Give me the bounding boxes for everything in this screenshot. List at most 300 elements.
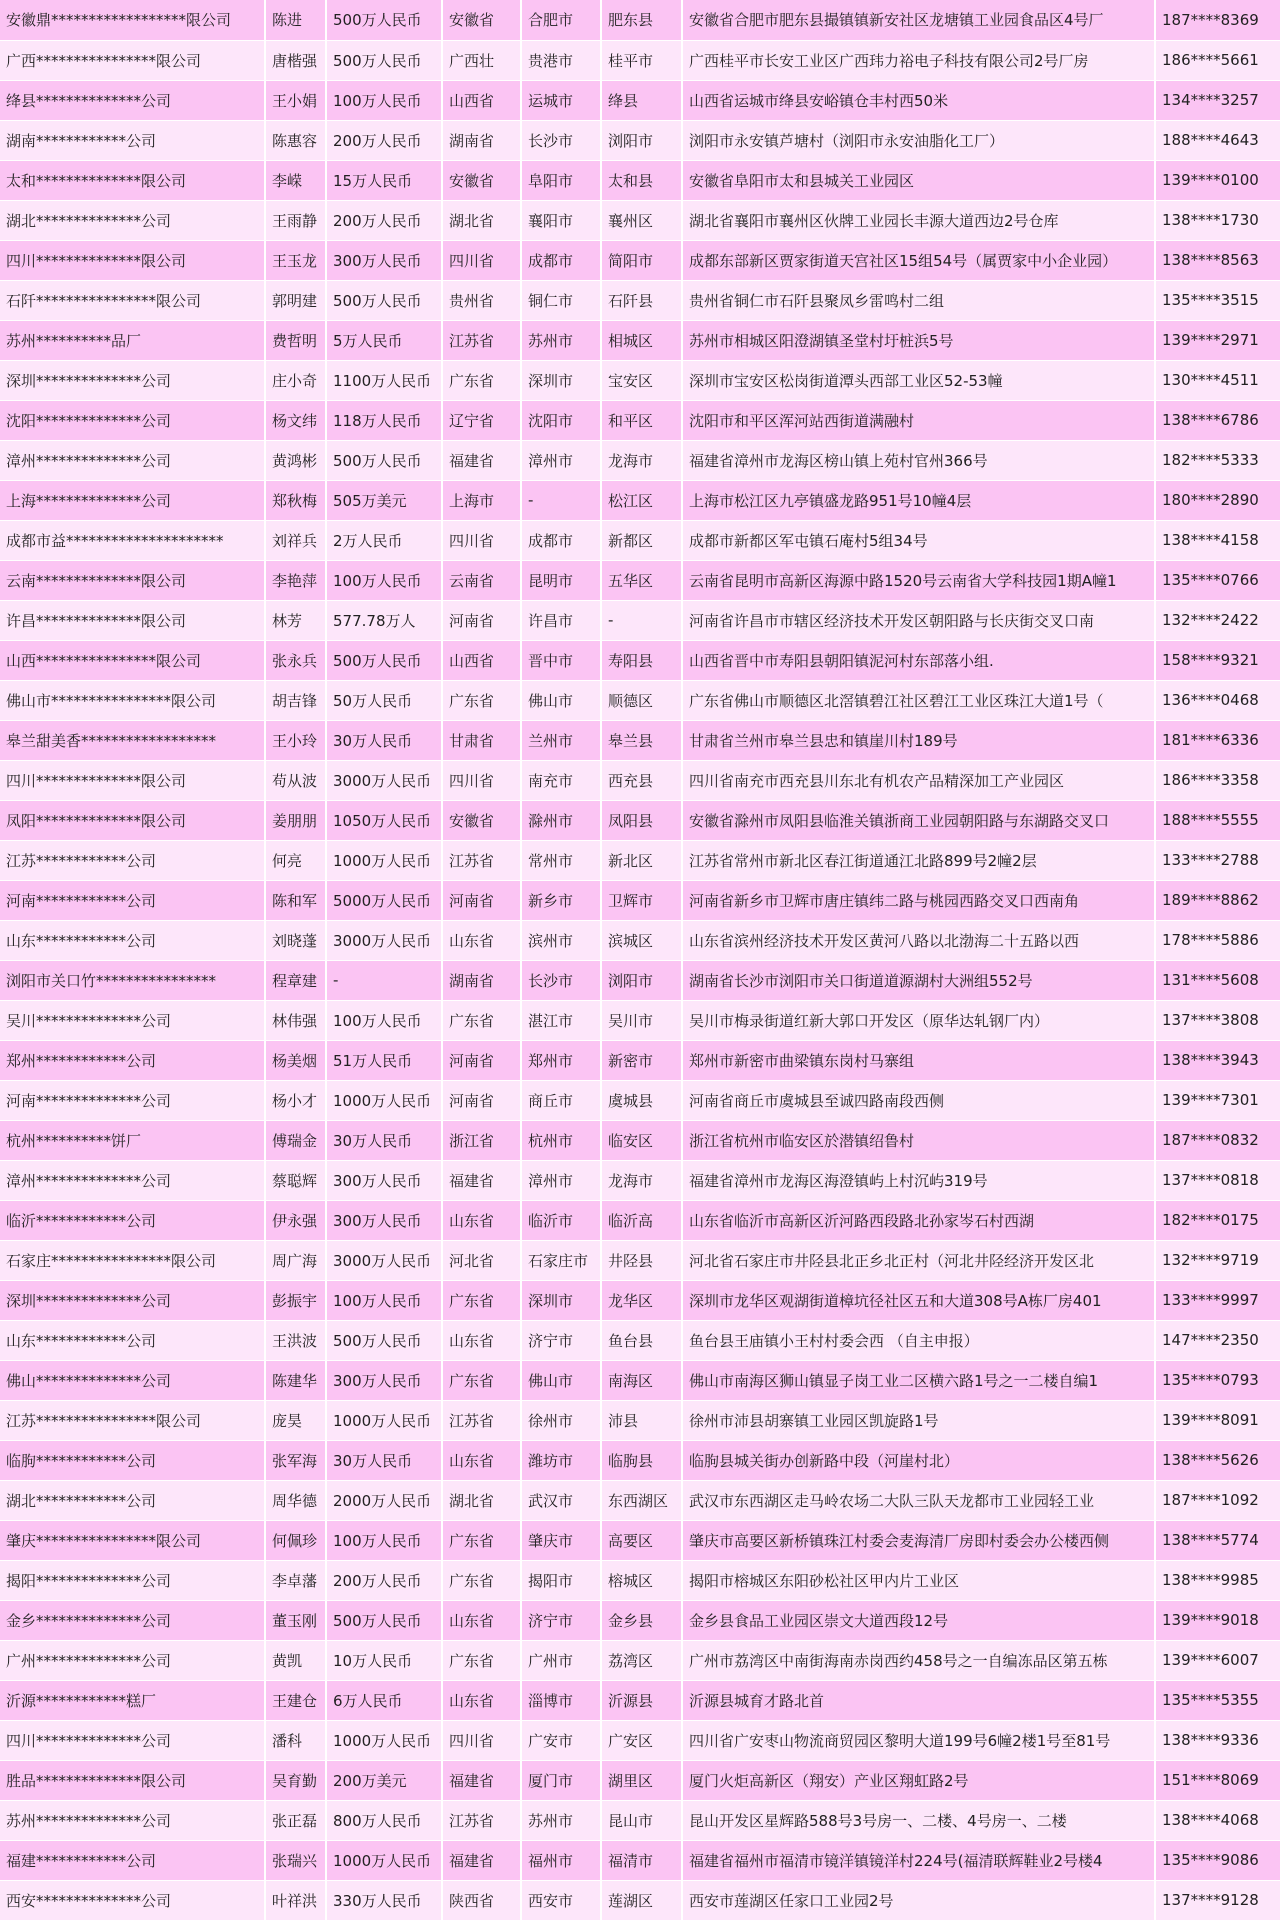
capital-cell: 500万人民币 bbox=[326, 440, 442, 480]
city-cell: 成都市 bbox=[521, 520, 601, 560]
city-cell: 苏州市 bbox=[521, 1800, 601, 1840]
phone-cell: 139****9018 bbox=[1155, 1600, 1280, 1640]
capital-cell: 500万人民币 bbox=[326, 1320, 442, 1360]
district-cell: 井陉县 bbox=[601, 1240, 682, 1280]
table-row bbox=[0, 1760, 1280, 1800]
city-cell: 许昌市 bbox=[521, 600, 601, 640]
province-cell: 四川省 bbox=[442, 1720, 521, 1760]
capital-cell: 5000万人民币 bbox=[326, 880, 442, 920]
company-name-cell: 四川**************公司 bbox=[0, 1720, 265, 1760]
province-cell: 福建省 bbox=[442, 1160, 521, 1200]
table-row bbox=[0, 1840, 1280, 1880]
company-name-cell: 西安**************公司 bbox=[0, 1880, 265, 1920]
province-cell: 安徽省 bbox=[442, 160, 521, 200]
capital-cell: 118万人民币 bbox=[326, 400, 442, 440]
company-name-cell: 江苏****************限公司 bbox=[0, 1400, 265, 1440]
district-cell: 滨城区 bbox=[601, 920, 682, 960]
phone-cell: 137****9128 bbox=[1155, 1880, 1280, 1920]
contact-cell: 张军海 bbox=[265, 1440, 326, 1480]
district-cell: 广安区 bbox=[601, 1720, 682, 1760]
table-row bbox=[0, 1640, 1280, 1680]
province-cell: 山东省 bbox=[442, 1680, 521, 1720]
address-cell: 上海市松江区九亭镇盛龙路951号10幢4层 bbox=[682, 480, 1155, 520]
city-cell: 深圳市 bbox=[521, 360, 601, 400]
company-name-cell: 河南************公司 bbox=[0, 880, 265, 920]
province-cell: 福建省 bbox=[442, 1760, 521, 1800]
capital-cell: 1000万人民币 bbox=[326, 1720, 442, 1760]
district-cell: 昆山市 bbox=[601, 1800, 682, 1840]
table-row bbox=[0, 160, 1280, 200]
phone-cell: 138****5774 bbox=[1155, 1520, 1280, 1560]
address-cell: 成都东部新区贾家街道天宫社区15组54号（属贾家中小企业园） bbox=[682, 240, 1155, 280]
address-cell: 甘肃省兰州市皋兰县忠和镇崖川村189号 bbox=[682, 720, 1155, 760]
capital-cell: 1000万人民币 bbox=[326, 1080, 442, 1120]
address-cell: 云南省昆明市高新区海源中路1520号云南省大学科技园1期A幢1 bbox=[682, 560, 1155, 600]
address-cell: 福建省福州市福清市镜洋镇镜洋村224号(福清联辉鞋业2号楼4 bbox=[682, 1840, 1155, 1880]
contact-cell: 何亮 bbox=[265, 840, 326, 880]
province-cell: 甘肃省 bbox=[442, 720, 521, 760]
district-cell: 沂源县 bbox=[601, 1680, 682, 1720]
contact-cell: 王玉龙 bbox=[265, 240, 326, 280]
province-cell: 福建省 bbox=[442, 440, 521, 480]
company-name-cell: 沈阳**************公司 bbox=[0, 400, 265, 440]
company-name-cell: 福建************公司 bbox=[0, 1840, 265, 1880]
phone-cell: 138****4158 bbox=[1155, 520, 1280, 560]
district-cell: 南海区 bbox=[601, 1360, 682, 1400]
contact-cell: 张永兵 bbox=[265, 640, 326, 680]
address-cell: 徐州市沛县胡寨镇工业园区凯旋路1号 bbox=[682, 1400, 1155, 1440]
phone-cell: 139****0100 bbox=[1155, 160, 1280, 200]
company-name-cell: 郑州************公司 bbox=[0, 1040, 265, 1080]
contact-cell: 张瑞兴 bbox=[265, 1840, 326, 1880]
table-row bbox=[0, 1880, 1280, 1920]
district-cell: 松江区 bbox=[601, 480, 682, 520]
capital-cell: 100万人民币 bbox=[326, 1280, 442, 1320]
phone-cell: 138****1730 bbox=[1155, 200, 1280, 240]
company-name-cell: 四川**************限公司 bbox=[0, 760, 265, 800]
address-cell: 广州市荔湾区中南街海南赤岗西约458号之一自编冻品区第五栋 bbox=[682, 1640, 1155, 1680]
province-cell: 四川省 bbox=[442, 240, 521, 280]
district-cell: 浏阳市 bbox=[601, 120, 682, 160]
company-name-cell: 石家庄****************限公司 bbox=[0, 1240, 265, 1280]
company-name-cell: 山西****************限公司 bbox=[0, 640, 265, 680]
district-cell: 五华区 bbox=[601, 560, 682, 600]
capital-cell: 200万人民币 bbox=[326, 200, 442, 240]
contact-cell: 杨文纬 bbox=[265, 400, 326, 440]
city-cell: 徐州市 bbox=[521, 1400, 601, 1440]
province-cell: 云南省 bbox=[442, 560, 521, 600]
district-cell: 石阡县 bbox=[601, 280, 682, 320]
city-cell: 长沙市 bbox=[521, 960, 601, 1000]
province-cell: 江苏省 bbox=[442, 1400, 521, 1440]
city-cell: 淄博市 bbox=[521, 1680, 601, 1720]
company-name-cell: 石阡****************限公司 bbox=[0, 280, 265, 320]
company-name-cell: 苏州**********品厂 bbox=[0, 320, 265, 360]
capital-cell: 30万人民币 bbox=[326, 1440, 442, 1480]
table-row bbox=[0, 520, 1280, 560]
table-row bbox=[0, 1120, 1280, 1160]
table-row bbox=[0, 800, 1280, 840]
address-cell: 安徽省滁州市凤阳县临淮关镇浙商工业园朝阳路与东湖路交叉口 bbox=[682, 800, 1155, 840]
contact-cell: 费哲明 bbox=[265, 320, 326, 360]
contact-cell: 杨小才 bbox=[265, 1080, 326, 1120]
city-cell: 阜阳市 bbox=[521, 160, 601, 200]
capital-cell: 6万人民币 bbox=[326, 1680, 442, 1720]
address-cell: 河南省新乡市卫辉市唐庄镇纬二路与桃园西路交叉口西南角 bbox=[682, 880, 1155, 920]
address-cell: 吴川市梅录街道红新大郭口开发区（原华达轧钢厂内） bbox=[682, 1000, 1155, 1040]
province-cell: 山东省 bbox=[442, 1440, 521, 1480]
capital-cell: 10万人民币 bbox=[326, 1640, 442, 1680]
company-name-cell: 太和**************限公司 bbox=[0, 160, 265, 200]
phone-cell: 139****8091 bbox=[1155, 1400, 1280, 1440]
address-cell: 厦门火炬高新区（翔安）产业区翔虹路2号 bbox=[682, 1760, 1155, 1800]
phone-cell: 187****1092 bbox=[1155, 1480, 1280, 1520]
table-row bbox=[0, 440, 1280, 480]
province-cell: 四川省 bbox=[442, 760, 521, 800]
contact-cell: 姜朋朋 bbox=[265, 800, 326, 840]
province-cell: 广东省 bbox=[442, 360, 521, 400]
city-cell: 揭阳市 bbox=[521, 1560, 601, 1600]
city-cell: 昆明市 bbox=[521, 560, 601, 600]
company-name-cell: 临沂************公司 bbox=[0, 1200, 265, 1240]
capital-cell: 300万人民币 bbox=[326, 1360, 442, 1400]
table-row bbox=[0, 960, 1280, 1000]
table-row bbox=[0, 0, 1280, 40]
company-name-cell: 肇庆****************限公司 bbox=[0, 1520, 265, 1560]
contact-cell: 杨美烟 bbox=[265, 1040, 326, 1080]
capital-cell: 800万人民币 bbox=[326, 1800, 442, 1840]
city-cell: 运城市 bbox=[521, 80, 601, 120]
province-cell: 广东省 bbox=[442, 1360, 521, 1400]
phone-cell: 138****4068 bbox=[1155, 1800, 1280, 1840]
capital-cell: 15万人民币 bbox=[326, 160, 442, 200]
city-cell: 广州市 bbox=[521, 1640, 601, 1680]
district-cell: 荔湾区 bbox=[601, 1640, 682, 1680]
table-row bbox=[0, 1200, 1280, 1240]
province-cell: 河南省 bbox=[442, 1080, 521, 1120]
province-cell: 贵州省 bbox=[442, 280, 521, 320]
table-row bbox=[0, 760, 1280, 800]
province-cell: 上海市 bbox=[442, 480, 521, 520]
phone-cell: 186****5661 bbox=[1155, 40, 1280, 80]
capital-cell: 1100万人民币 bbox=[326, 360, 442, 400]
address-cell: 河南省商丘市虞城县至诚四路南段西侧 bbox=[682, 1080, 1155, 1120]
table-row bbox=[0, 1440, 1280, 1480]
city-cell: 深圳市 bbox=[521, 1280, 601, 1320]
address-cell: 福建省漳州市龙海区海澄镇屿上村沉屿319号 bbox=[682, 1160, 1155, 1200]
district-cell: 新都区 bbox=[601, 520, 682, 560]
address-cell: 西安市莲湖区任家口工业园2号 bbox=[682, 1880, 1155, 1920]
address-cell: 广西桂平市长安工业区广西玮力裕电子科技有限公司2号厂房 bbox=[682, 40, 1155, 80]
table-row bbox=[0, 1160, 1280, 1200]
table-row bbox=[0, 1280, 1280, 1320]
address-cell: 河南省许昌市市辖区经济技术开发区朝阳路与长庆街交叉口南 bbox=[682, 600, 1155, 640]
company-name-cell: 苏州**************公司 bbox=[0, 1800, 265, 1840]
phone-cell: 130****4511 bbox=[1155, 360, 1280, 400]
phone-cell: 182****0175 bbox=[1155, 1200, 1280, 1240]
phone-cell: 136****0468 bbox=[1155, 680, 1280, 720]
address-cell: 深圳市龙华区观湖街道樟坑径社区五和大道308号A栋厂房401 bbox=[682, 1280, 1155, 1320]
contact-cell: 胡吉锋 bbox=[265, 680, 326, 720]
district-cell: 西充县 bbox=[601, 760, 682, 800]
province-cell: 河南省 bbox=[442, 1040, 521, 1080]
phone-cell: 180****2890 bbox=[1155, 480, 1280, 520]
district-cell: 临沂高 bbox=[601, 1200, 682, 1240]
capital-cell: 200万美元 bbox=[326, 1760, 442, 1800]
address-cell: 成都市新都区军屯镇石庵村5组34号 bbox=[682, 520, 1155, 560]
district-cell: 浏阳市 bbox=[601, 960, 682, 1000]
capital-cell: 1000万人民币 bbox=[326, 1840, 442, 1880]
table-row bbox=[0, 80, 1280, 120]
address-cell: 河北省石家庄市井陉县北正乡北正村（河北井陉经济开发区北 bbox=[682, 1240, 1155, 1280]
company-name-cell: 湖南************公司 bbox=[0, 120, 265, 160]
district-cell: 新密市 bbox=[601, 1040, 682, 1080]
district-cell: 龙海市 bbox=[601, 1160, 682, 1200]
contact-cell: 何佩珍 bbox=[265, 1520, 326, 1560]
company-name-cell: 沂源************糕厂 bbox=[0, 1680, 265, 1720]
company-name-cell: 湖北************公司 bbox=[0, 1480, 265, 1520]
contact-cell: 刘晓蓬 bbox=[265, 920, 326, 960]
company-name-cell: 浏阳市关口竹**************** bbox=[0, 960, 265, 1000]
capital-cell: 500万人民币 bbox=[326, 0, 442, 40]
address-cell: 湖南省长沙市浏阳市关口街道道源湖村大洲组552号 bbox=[682, 960, 1155, 1000]
table-row bbox=[0, 1320, 1280, 1360]
phone-cell: 135****0766 bbox=[1155, 560, 1280, 600]
address-cell: 苏州市相城区阳澄湖镇圣堂村圩桩浜5号 bbox=[682, 320, 1155, 360]
address-cell: 揭阳市榕城区东阳砂松社区甲内片工业区 bbox=[682, 1560, 1155, 1600]
address-cell: 金乡县食品工业园区崇文大道西段12号 bbox=[682, 1600, 1155, 1640]
city-cell: 杭州市 bbox=[521, 1120, 601, 1160]
address-cell: 广东省佛山市顺德区北滘镇碧江社区碧江工业区珠江大道1号（ bbox=[682, 680, 1155, 720]
city-cell: 佛山市 bbox=[521, 1360, 601, 1400]
province-cell: 湖南省 bbox=[442, 960, 521, 1000]
city-cell: 南充市 bbox=[521, 760, 601, 800]
province-cell: 河北省 bbox=[442, 1240, 521, 1280]
capital-cell: 300万人民币 bbox=[326, 1160, 442, 1200]
district-cell: 榕城区 bbox=[601, 1560, 682, 1600]
city-cell: 福州市 bbox=[521, 1840, 601, 1880]
phone-cell: 138****8563 bbox=[1155, 240, 1280, 280]
company-name-cell: 广州**************公司 bbox=[0, 1640, 265, 1680]
company-name-cell: 江苏************公司 bbox=[0, 840, 265, 880]
capital-cell: 500万人民币 bbox=[326, 280, 442, 320]
contact-cell: 王建仓 bbox=[265, 1680, 326, 1720]
table-row bbox=[0, 840, 1280, 880]
company-name-cell: 金乡**************公司 bbox=[0, 1600, 265, 1640]
district-cell: 沛县 bbox=[601, 1400, 682, 1440]
capital-cell: 2万人民币 bbox=[326, 520, 442, 560]
capital-cell: 500万人民币 bbox=[326, 40, 442, 80]
city-cell: 合肥市 bbox=[521, 0, 601, 40]
table-row bbox=[0, 280, 1280, 320]
phone-cell: 188****5555 bbox=[1155, 800, 1280, 840]
district-cell: 相城区 bbox=[601, 320, 682, 360]
province-cell: 安徽省 bbox=[442, 800, 521, 840]
company-name-cell: 云南**************限公司 bbox=[0, 560, 265, 600]
district-cell: 虞城县 bbox=[601, 1080, 682, 1120]
table-row bbox=[0, 880, 1280, 920]
contact-cell: 苟从波 bbox=[265, 760, 326, 800]
capital-cell: 300万人民币 bbox=[326, 240, 442, 280]
contact-cell: 陈建华 bbox=[265, 1360, 326, 1400]
contact-cell: 陈进 bbox=[265, 0, 326, 40]
company-name-cell: 临朐************公司 bbox=[0, 1440, 265, 1480]
phone-cell: 135****3515 bbox=[1155, 280, 1280, 320]
city-cell: - bbox=[521, 480, 601, 520]
capital-cell: 500万人民币 bbox=[326, 1600, 442, 1640]
capital-cell: - bbox=[326, 960, 442, 1000]
city-cell: 铜仁市 bbox=[521, 280, 601, 320]
district-cell: 龙华区 bbox=[601, 1280, 682, 1320]
contact-cell: 李嵘 bbox=[265, 160, 326, 200]
city-cell: 西安市 bbox=[521, 1880, 601, 1920]
province-cell: 湖南省 bbox=[442, 120, 521, 160]
district-cell: 高要区 bbox=[601, 1520, 682, 1560]
city-cell: 临沂市 bbox=[521, 1200, 601, 1240]
contact-cell: 周华德 bbox=[265, 1480, 326, 1520]
province-cell: 广东省 bbox=[442, 1280, 521, 1320]
province-cell: 山西省 bbox=[442, 640, 521, 680]
address-cell: 江苏省常州市新北区春江街道通江北路899号2幢2层 bbox=[682, 840, 1155, 880]
phone-cell: 135****0793 bbox=[1155, 1360, 1280, 1400]
table-row bbox=[0, 600, 1280, 640]
capital-cell: 577.78万人 bbox=[326, 600, 442, 640]
company-name-cell: 许昌**************限公司 bbox=[0, 600, 265, 640]
capital-cell: 50万人民币 bbox=[326, 680, 442, 720]
table-row bbox=[0, 1000, 1280, 1040]
table-row bbox=[0, 720, 1280, 760]
capital-cell: 3000万人民币 bbox=[326, 1240, 442, 1280]
table-row bbox=[0, 40, 1280, 80]
phone-cell: 139****7301 bbox=[1155, 1080, 1280, 1120]
province-cell: 湖北省 bbox=[442, 1480, 521, 1520]
table-row bbox=[0, 200, 1280, 240]
address-cell: 山东省滨州经济技术开发区黄河八路以北渤海二十五路以西 bbox=[682, 920, 1155, 960]
company-name-cell: 湖北**************公司 bbox=[0, 200, 265, 240]
phone-cell: 137****0818 bbox=[1155, 1160, 1280, 1200]
phone-cell: 189****8862 bbox=[1155, 880, 1280, 920]
table-row bbox=[0, 1520, 1280, 1560]
province-cell: 安徽省 bbox=[442, 0, 521, 40]
province-cell: 广东省 bbox=[442, 1520, 521, 1560]
capital-cell: 505万美元 bbox=[326, 480, 442, 520]
district-cell: 绛县 bbox=[601, 80, 682, 120]
phone-cell: 132****9719 bbox=[1155, 1240, 1280, 1280]
address-cell: 武汉市东西湖区走马岭农场二大队三队天龙都市工业园轻工业 bbox=[682, 1480, 1155, 1520]
phone-cell: 133****9997 bbox=[1155, 1280, 1280, 1320]
contact-cell: 董玉刚 bbox=[265, 1600, 326, 1640]
phone-cell: 138****9336 bbox=[1155, 1720, 1280, 1760]
district-cell: 金乡县 bbox=[601, 1600, 682, 1640]
phone-cell: 132****2422 bbox=[1155, 600, 1280, 640]
company-name-cell: 四川**************限公司 bbox=[0, 240, 265, 280]
table-row bbox=[0, 1600, 1280, 1640]
contact-cell: 王小玲 bbox=[265, 720, 326, 760]
address-cell: 浏阳市永安镇芦塘村（浏阳市永安油脂化工厂） bbox=[682, 120, 1155, 160]
table-row bbox=[0, 120, 1280, 160]
district-cell: 寿阳县 bbox=[601, 640, 682, 680]
contact-cell: 林伟强 bbox=[265, 1000, 326, 1040]
table-row bbox=[0, 560, 1280, 600]
district-cell: 临安区 bbox=[601, 1120, 682, 1160]
city-cell: 沈阳市 bbox=[521, 400, 601, 440]
province-cell: 河南省 bbox=[442, 880, 521, 920]
capital-cell: 30万人民币 bbox=[326, 1120, 442, 1160]
district-cell: 临朐县 bbox=[601, 1440, 682, 1480]
province-cell: 四川省 bbox=[442, 520, 521, 560]
phone-cell: 137****3808 bbox=[1155, 1000, 1280, 1040]
district-cell: 吴川市 bbox=[601, 1000, 682, 1040]
phone-cell: 187****0832 bbox=[1155, 1120, 1280, 1160]
district-cell: 皋兰县 bbox=[601, 720, 682, 760]
address-cell: 四川省南充市西充县川东北有机农产品精深加工产业园区 bbox=[682, 760, 1155, 800]
table-row bbox=[0, 1240, 1280, 1280]
province-cell: 山东省 bbox=[442, 1320, 521, 1360]
city-cell: 济宁市 bbox=[521, 1600, 601, 1640]
company-name-cell: 山东************公司 bbox=[0, 1320, 265, 1360]
company-name-cell: 揭阳**************公司 bbox=[0, 1560, 265, 1600]
district-cell: 莲湖区 bbox=[601, 1880, 682, 1920]
table-row bbox=[0, 1800, 1280, 1840]
province-cell: 福建省 bbox=[442, 1840, 521, 1880]
district-cell: 龙海市 bbox=[601, 440, 682, 480]
city-cell: 商丘市 bbox=[521, 1080, 601, 1120]
address-cell: 山东省临沂市高新区沂河路西段路北孙家岑石村西湖 bbox=[682, 1200, 1155, 1240]
address-cell: 昆山开发区星辉路588号3号房一、二楼、4号房一、二楼 bbox=[682, 1800, 1155, 1840]
address-cell: 沈阳市和平区浑河站西街道满融村 bbox=[682, 400, 1155, 440]
contact-cell: 王洪波 bbox=[265, 1320, 326, 1360]
phone-cell: 186****3358 bbox=[1155, 760, 1280, 800]
district-cell: 肥东县 bbox=[601, 0, 682, 40]
city-cell: 湛江市 bbox=[521, 1000, 601, 1040]
phone-cell: 131****5608 bbox=[1155, 960, 1280, 1000]
address-cell: 安徽省合肥市肥东县撮镇镇新安社区龙塘镇工业园食品区4号厂 bbox=[682, 0, 1155, 40]
phone-cell: 138****5626 bbox=[1155, 1440, 1280, 1480]
contact-cell: 周广海 bbox=[265, 1240, 326, 1280]
city-cell: 滨州市 bbox=[521, 920, 601, 960]
province-cell: 山东省 bbox=[442, 1600, 521, 1640]
company-name-cell: 上海**************公司 bbox=[0, 480, 265, 520]
city-cell: 兰州市 bbox=[521, 720, 601, 760]
city-cell: 成都市 bbox=[521, 240, 601, 280]
district-cell: 湖里区 bbox=[601, 1760, 682, 1800]
contact-cell: 黄鸿彬 bbox=[265, 440, 326, 480]
capital-cell: 1000万人民币 bbox=[326, 1400, 442, 1440]
table-row bbox=[0, 1360, 1280, 1400]
company-name-cell: 成都市益********************* bbox=[0, 520, 265, 560]
district-cell: 卫辉市 bbox=[601, 880, 682, 920]
district-cell: 福清市 bbox=[601, 1840, 682, 1880]
province-cell: 湖北省 bbox=[442, 200, 521, 240]
city-cell: 晋中市 bbox=[521, 640, 601, 680]
province-cell: 江苏省 bbox=[442, 320, 521, 360]
address-cell: 贵州省铜仁市石阡县聚凤乡雷鸣村二组 bbox=[682, 280, 1155, 320]
city-cell: 苏州市 bbox=[521, 320, 601, 360]
district-cell: 襄州区 bbox=[601, 200, 682, 240]
province-cell: 广西壮 bbox=[442, 40, 521, 80]
company-name-cell: 漳州**************公司 bbox=[0, 440, 265, 480]
district-cell: 简阳市 bbox=[601, 240, 682, 280]
district-cell: 凤阳县 bbox=[601, 800, 682, 840]
province-cell: 广东省 bbox=[442, 1000, 521, 1040]
city-cell: 武汉市 bbox=[521, 1480, 601, 1520]
phone-cell: 147****2350 bbox=[1155, 1320, 1280, 1360]
company-name-cell: 深圳**************公司 bbox=[0, 1280, 265, 1320]
contact-cell: 叶祥洪 bbox=[265, 1880, 326, 1920]
capital-cell: 51万人民币 bbox=[326, 1040, 442, 1080]
address-cell: 深圳市宝安区松岗街道潭头西部工业区52-53幢 bbox=[682, 360, 1155, 400]
table-row bbox=[0, 240, 1280, 280]
